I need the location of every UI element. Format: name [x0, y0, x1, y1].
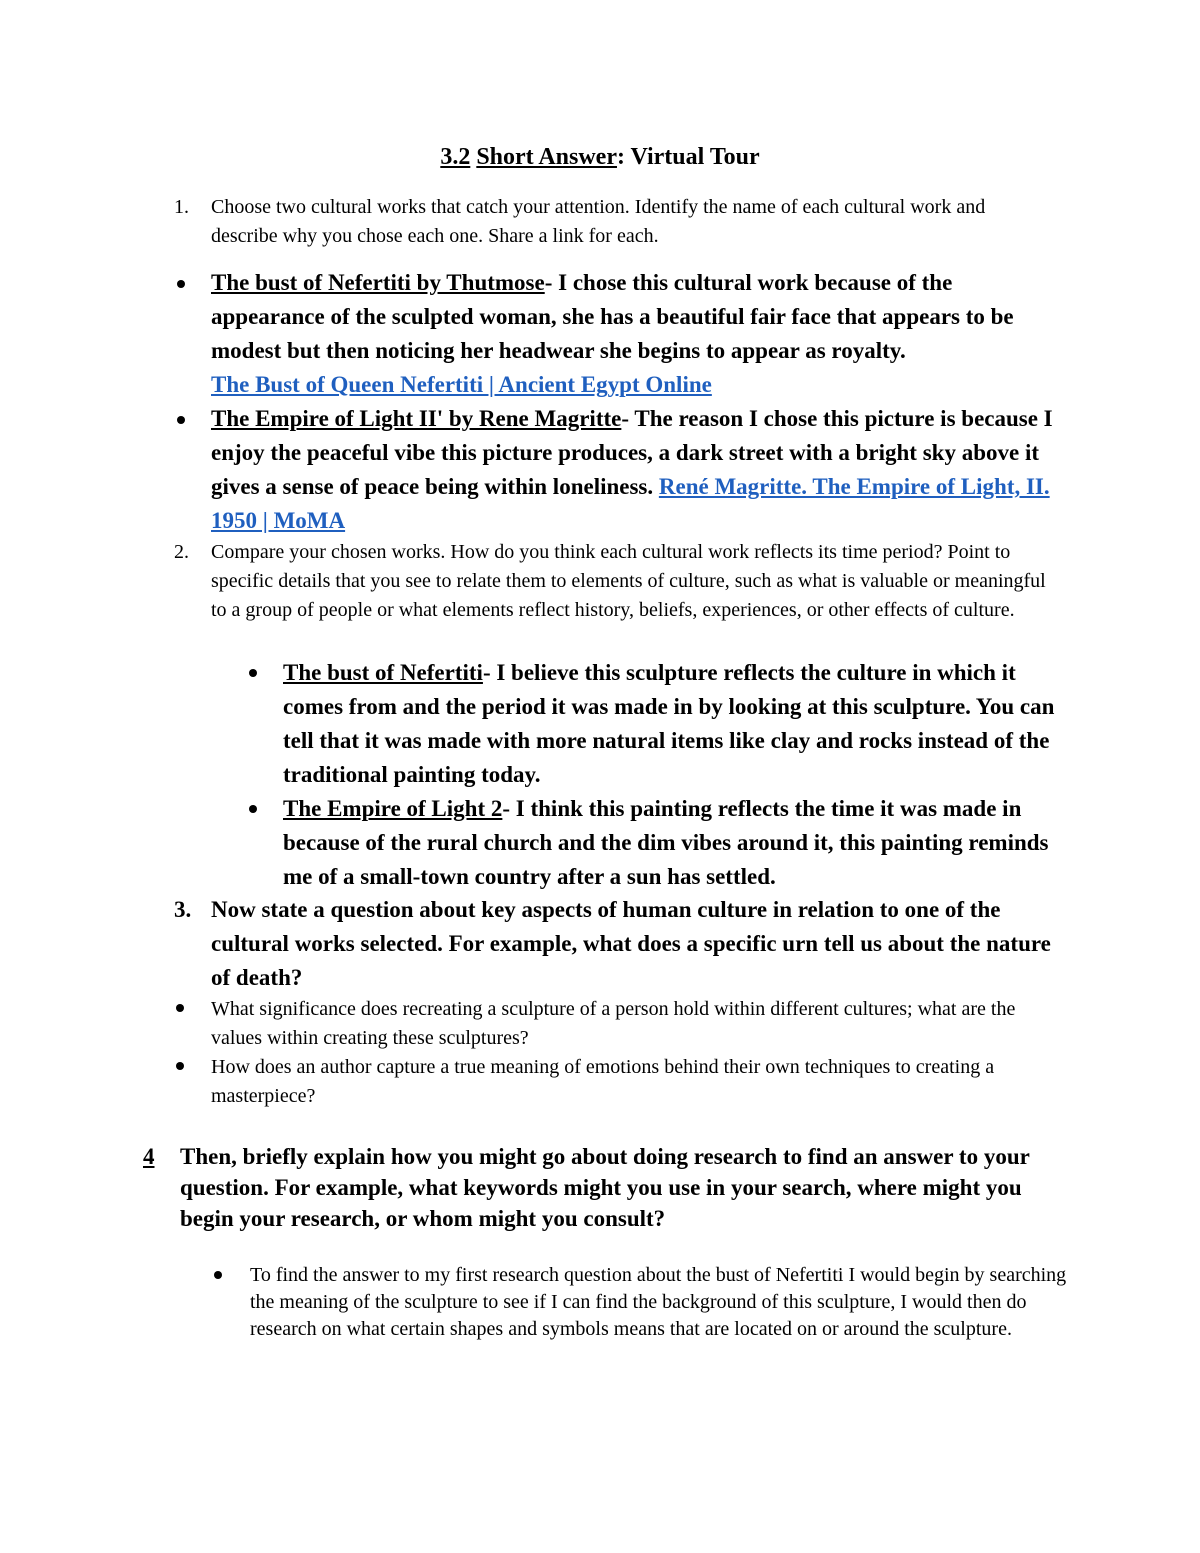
answer-1a: [211, 266, 1061, 402]
answer-2b: [283, 792, 1063, 894]
bullet-icon: [176, 1004, 184, 1012]
title-label: Short Answer: [476, 144, 617, 170]
question-4-number-text: 4: [143, 1144, 155, 1169]
bullet-icon: [249, 805, 257, 813]
answer-1a-body: - I chose this cultural work because of the appearance of the sculpted woman, she has a beautiful fair face that appears to be modest but then noticing her headwear she begins to appear as royalty.: [211, 270, 1014, 363]
answer-1a-heading: The bust of Nefertiti by Thutmose: [211, 270, 545, 295]
answer-3b: How does an author capture a true meaning of emotions behind their own techniques to creating a masterpiece?: [211, 1056, 995, 1107]
answer-4a: To find the answer to my first research question about the bust of Nefertiti I would begin by searching the meaning of the sculpture to see if I can find the background of this sculpture, I would then do research on what certain shapes and symbols means that are located on or around the sculpture.: [250, 1264, 1067, 1340]
question-4-prompt: [180, 1141, 1060, 1234]
answer-2b-body: - I think this painting reflects the time it was made in because of the rural church and the dim vibes around it, this painting reminds me of a small-town country after a sun has settled.: [283, 796, 1049, 889]
question-4-number: [143, 1141, 179, 1172]
bullet-icon: [249, 669, 257, 677]
answer-2a-heading: The bust of Nefertiti: [283, 660, 483, 685]
bullet-icon: [214, 1271, 222, 1279]
question-3-number: 3.: [174, 897, 192, 922]
answer-2a-body: - I believe this sculpture reflects the culture in which it comes from and the period it was made in by looking at this sculpture. You can tell that it was made with more natural items like clay and rocks instead of the traditional painting today.: [283, 660, 1055, 787]
answer-2b-heading: The Empire of Light 2: [283, 796, 503, 821]
bullet-icon: [177, 416, 185, 424]
question-3-prompt: Now state a question about key aspects of human culture in relation to one of the cultural works selected. For example, what does a specific urn tell us about the nature of death?: [211, 897, 1051, 990]
answer-3a: What significance does recreating a sculpture of a person hold within different cultures; what are the values within creating these sculptures?: [211, 998, 1016, 1049]
question-4-emphasis: find an answer: [807, 1144, 954, 1169]
question-1-prompt: Choose two cultural works that catch your attention. Identify the name of each cultural work and describe why you chose each one. Share a link for each.: [211, 196, 986, 247]
answer-1b-body: - The reason I chose this picture is because I enjoy the peaceful vibe this picture produces, a dark street with a bright sky above it gives a sense of peace being within loneliness.: [211, 406, 1053, 499]
title-number: 3.2: [440, 144, 471, 170]
question-2-number: 2.: [174, 541, 189, 563]
question-2-prompt: Compare your chosen works. How do you think each cultural work reflects its time period? Point to specific details that you see to relate them to elements of culture, such as what is valuable or meaningful to a group of people or what elements reflect history, beliefs, experiences, or other effects of culture.: [211, 541, 1046, 621]
bullet-icon: [177, 280, 185, 288]
answer-1b-heading: The Empire of Light II' by Rene Magritte: [211, 406, 622, 431]
page-title: [0, 142, 1200, 172]
answer-2a: [283, 656, 1063, 792]
bullet-icon: [176, 1062, 184, 1070]
question-4-text-before: Then, briefly explain how you might go about doing research to: [180, 1144, 808, 1169]
answer-1b: [211, 402, 1061, 538]
question-4-text-after: to your question. For example, what keywords might you use in your search, where might you begin your research, or whom might you consult?: [180, 1144, 1030, 1231]
question-1-number: 1.: [174, 196, 189, 218]
link-magritte-moma[interactable]: René Magritte. The Empire of Light, II. 1950 | MoMA: [211, 474, 1050, 533]
link-nefertiti-ancient-egypt-online[interactable]: The Bust of Queen Nefertiti | Ancient Egypt Online: [211, 372, 712, 397]
title-suffix: : Virtual Tour: [616, 144, 760, 170]
